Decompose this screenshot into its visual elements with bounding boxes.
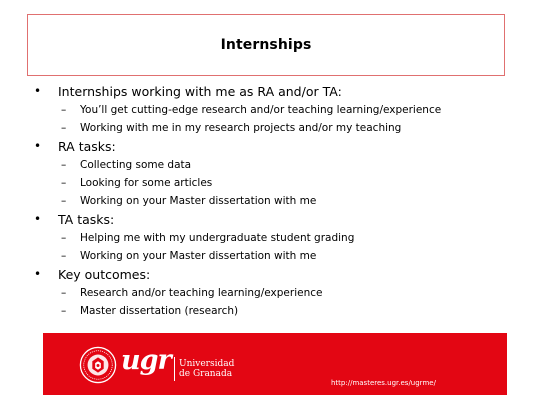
sub-bullet-item	[30, 192, 520, 210]
footer-url-link[interactable]: http://masteres.ugr.es/ugrme/	[331, 379, 436, 387]
dash-marker: –	[61, 305, 67, 317]
dash-marker: –	[61, 122, 67, 134]
sub-bullet-text: Research and/or teaching learning/experience	[80, 287, 323, 299]
dash-marker: –	[61, 232, 67, 244]
bullet-marker: •	[34, 84, 42, 98]
dash-marker: –	[61, 195, 67, 207]
sub-bullet-text: Working with me in my research projects and/or my teaching	[80, 122, 402, 134]
dash-marker: –	[61, 250, 67, 262]
bullet-item	[30, 265, 520, 284]
sub-bullet-item	[30, 284, 520, 302]
university-seal-icon	[79, 346, 117, 384]
bullet-marker: •	[34, 139, 42, 153]
sub-bullet-text: Looking for some articles	[80, 177, 213, 189]
bullet-item	[30, 137, 520, 156]
sub-bullet-text: Collecting some data	[80, 159, 192, 171]
slide-title: Internships	[220, 37, 312, 53]
dash-marker: –	[61, 177, 67, 189]
dash-marker: –	[61, 159, 67, 171]
bullet-list	[30, 82, 520, 320]
footer-banner	[43, 333, 507, 395]
sub-bullet-text: Working on your Master dissertation with me	[80, 250, 317, 262]
ugr-logo: ugr	[121, 345, 171, 376]
dash-marker: –	[61, 104, 67, 116]
sub-bullet-item	[30, 156, 520, 174]
sub-bullet-text: Working on your Master dissertation with me	[80, 195, 317, 207]
sub-bullet-item	[30, 302, 520, 320]
university-name-line1: Universidad	[179, 359, 235, 369]
sub-bullet-item	[30, 229, 520, 247]
sub-bullet-text: Helping me with my undergraduate student grading	[80, 232, 355, 244]
bullet-section	[30, 265, 520, 320]
logo-divider	[174, 357, 175, 381]
bullet-section	[30, 210, 520, 265]
sub-bullet-item	[30, 119, 520, 137]
title-box	[27, 14, 505, 76]
bullet-text: RA tasks:	[58, 139, 116, 154]
sub-bullet-text: You’ll get cutting-edge research and/or teaching learning/experience	[80, 104, 442, 116]
bullet-section	[30, 137, 520, 210]
bullet-section	[30, 82, 520, 137]
bullet-marker: •	[34, 267, 42, 281]
bullet-text: Key outcomes:	[58, 267, 151, 282]
sub-bullet-item	[30, 247, 520, 265]
sub-bullet-text: Master dissertation (research)	[80, 305, 239, 317]
university-name-line2: de Granada	[179, 369, 233, 379]
dash-marker: –	[61, 287, 67, 299]
sub-bullet-item	[30, 174, 520, 192]
bullet-item	[30, 82, 520, 101]
bullet-text: TA tasks:	[58, 212, 115, 227]
bullet-marker: •	[34, 212, 42, 226]
sub-bullet-item	[30, 101, 520, 119]
bullet-item	[30, 210, 520, 229]
university-name	[179, 359, 234, 379]
bullet-text: Internships working with me as RA and/or TA:	[58, 84, 342, 99]
